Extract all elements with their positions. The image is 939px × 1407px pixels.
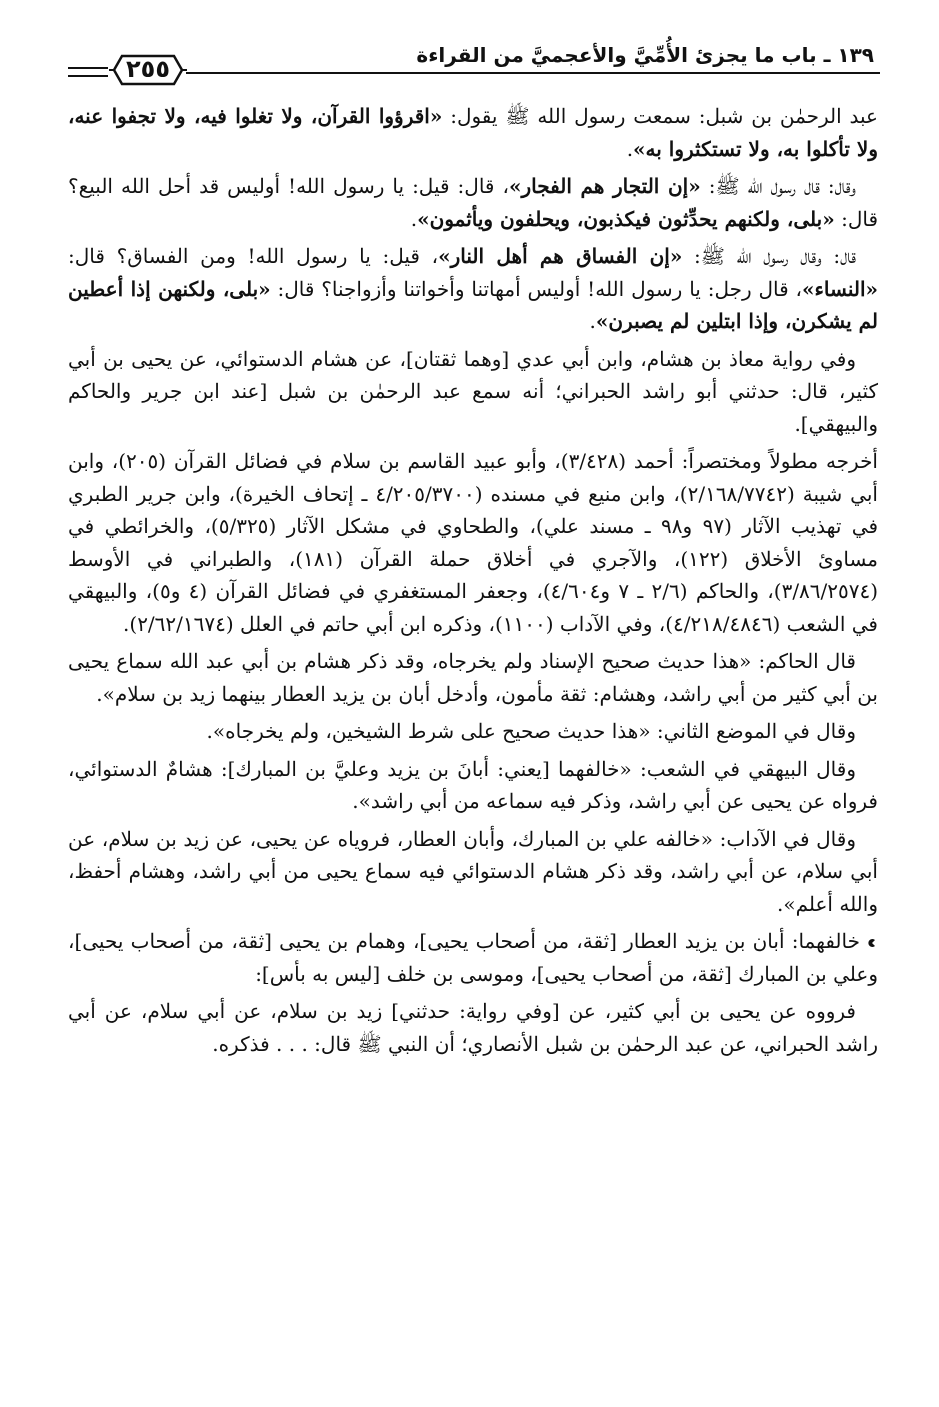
paragraph-text: وقال: قال رسول الله ﷺ: [700, 174, 856, 198]
paragraph-text: ، قال رجل: يا رسول الله! أوليس أمهاتنا وأخواتنا وأزواجنا؟ قال: [270, 276, 802, 301]
paragraph-text: ، قال: قيل: يا رسول الله! أوليس قد أحل الله البيع؟ قال: [68, 174, 878, 231]
running-title: ١٣٩ ـ باب ما يجزئ الأُمِّيَّ والأعجميَّ من القراءة [416, 43, 874, 67]
paragraph [68, 753, 878, 818]
quoted-hadith-text: «النساء» [801, 276, 879, 301]
paragraph-text: . [626, 136, 634, 161]
paragraph [68, 240, 878, 338]
bullet-marker-icon [866, 937, 878, 949]
quoted-hadith-text: «بلى، ولكنهن إذا أعطين لم يشكرن، وإذا ابتلين لم يصبرن» [68, 276, 878, 333]
paragraph [68, 100, 878, 165]
paragraph-text: ، قيل: يا رسول الله! ومن الفساق؟ قال: [68, 244, 439, 268]
quoted-hadith-text: «إن التجار هم الفجار» [508, 174, 701, 198]
paragraph [68, 170, 878, 235]
paragraph [68, 925, 878, 990]
header-rule [186, 72, 880, 74]
paragraph-text: قال: وقال رسول الله ﷺ: [682, 244, 856, 268]
main-text [68, 100, 878, 1065]
paragraph-text: عبد الرحمٰن بن شبل: سمعت رسول الله ﷺ يقول: [442, 104, 878, 128]
paragraph-text: وقال البيهقي في الشعب: «خالفهما [يعني: أبانَ بن يزيد وعليَّ بن المبارك]: هشامٌ الدستوائي، فرواه عن يحيى عن أبي راشد، وذكر فيه سماعه من أبي راشد». [68, 756, 878, 813]
paragraph [68, 823, 878, 921]
paragraph [68, 343, 878, 441]
paragraph [68, 995, 878, 1060]
paragraph-text: . [589, 309, 596, 333]
page-header [68, 36, 880, 96]
paragraph [68, 645, 878, 710]
page-number: ٢٥٥ [126, 55, 170, 83]
page-number-badge [108, 50, 188, 90]
quoted-hadith-text: «اقرؤوا القرآن، ولا تغلوا فيه، ولا تجفوا عنه، ولا تأكلوا به، ولا تستكثروا به» [68, 104, 878, 161]
paragraph-text: وفي رواية معاذ بن هشام، وابن أبي عدي [وهما ثقتان]، عن هشام الدستوائي، عن يحيى بن أبي كثير، قال: حدثني أبو راشد الحبراني؛ أنه سمع عبد الرحمٰن بن شبل [عند ابن جرير والحاكم والبيهقي]. [68, 346, 878, 436]
paragraph-text: قال الحاكم: «هذا حديث صحيح الإسناد ولم يخرجاه، وقد ذكر هشام بن أبي عبد الله سماع يحيى بن أبي كثير من أبي راشد، وهشام: ثقة مأمون، وأدخل أبان بن يزيد العطار بينهما زيد بن سلام». [68, 649, 878, 706]
page-number-ornament [68, 50, 198, 90]
paragraph-text: وقال في الآداب: «خالفه علي بن المبارك، وأبان العطار، فروياه عن يحيى، عن زيد بن سلام، عن أبي سلام، عن أبي راشد، وقد ذكر هشام الدستوائي فيه سماع يحيى من أبي راشد، وهشام أحفظ، والله أعلم». [68, 826, 878, 916]
paragraph-text: وقال في الموضع الثاني: «هذا حديث صحيح على شرط الشيخين، ولم يخرجاه». [206, 719, 856, 743]
quoted-hadith-text: «إن الفساق هم أهل النار» [438, 244, 683, 268]
paragraph-text: أخرجه مطولاً ومختصراً: أحمد (٣/٤٢٨)، وأبو عبيد القاسم بن سلام في فضائل القرآن (٢٠٥)، وابن أبي شيبة (٢/١٦٨/٧٧٤٢)، وابن منيع في مسنده (٤/٢٠٥/٣٧٠٠ ـ إتحاف الخيرة)، وابن جرير الطبري في تهذيب الآثار (٩٧ و٩٨ ـ مسند علي)، والطحاوي في مشكل الآثار (٥/٣٢٥)، والخرائطي في مساوئ الأخلاق (١٢٢)، والآجري في أخلاق حملة القرآن (١٨١)، والطبراني في الأوسط (٣/٨٦/٢٥٧٤)، والحاكم (٢/٦ ـ ٧ و٤/٦٠٤)، وجعفر المستغفري في فضائل القرآن (٤ و٥)، والبيهقي في الشعب (٤/٢١٨/٤٨٤٦)، وفي الآداب (١١٠٠)، وذكره ابن أبي حاتم في العلل (٢/٦٢/١٦٧٤). [68, 449, 879, 636]
quoted-hadith-text: «بلى، ولكنهم يحدِّثون فيكذبون، ويحلفون ويأثمون» [417, 206, 835, 231]
paragraph [68, 445, 878, 640]
paragraph-text: . [410, 206, 418, 231]
paragraph-text: فرووه عن يحيى بن أبي كثير، عن [وفي رواية: حدثني] زيد بن سلام، عن أبي سلام، عن أبي راشد الحبراني، عن عبد الرحمٰن بن شبل الأنصاري؛ أن النبي ﷺ قال: . . . فذكره. [68, 999, 878, 1056]
ornament-double-rule [68, 67, 108, 77]
paragraph [68, 715, 878, 748]
paragraph-text: خالفهما: أبان بن يزيد العطار [ثقة، من أصحاب يحيى]، وهمام بن يحيى [ثقة، من أصحاب يحيى]، وعلي بن المبارك [ثقة، من أصحاب يحيى]، وموسى بن خلف [ليس به بأس]: [68, 929, 878, 986]
